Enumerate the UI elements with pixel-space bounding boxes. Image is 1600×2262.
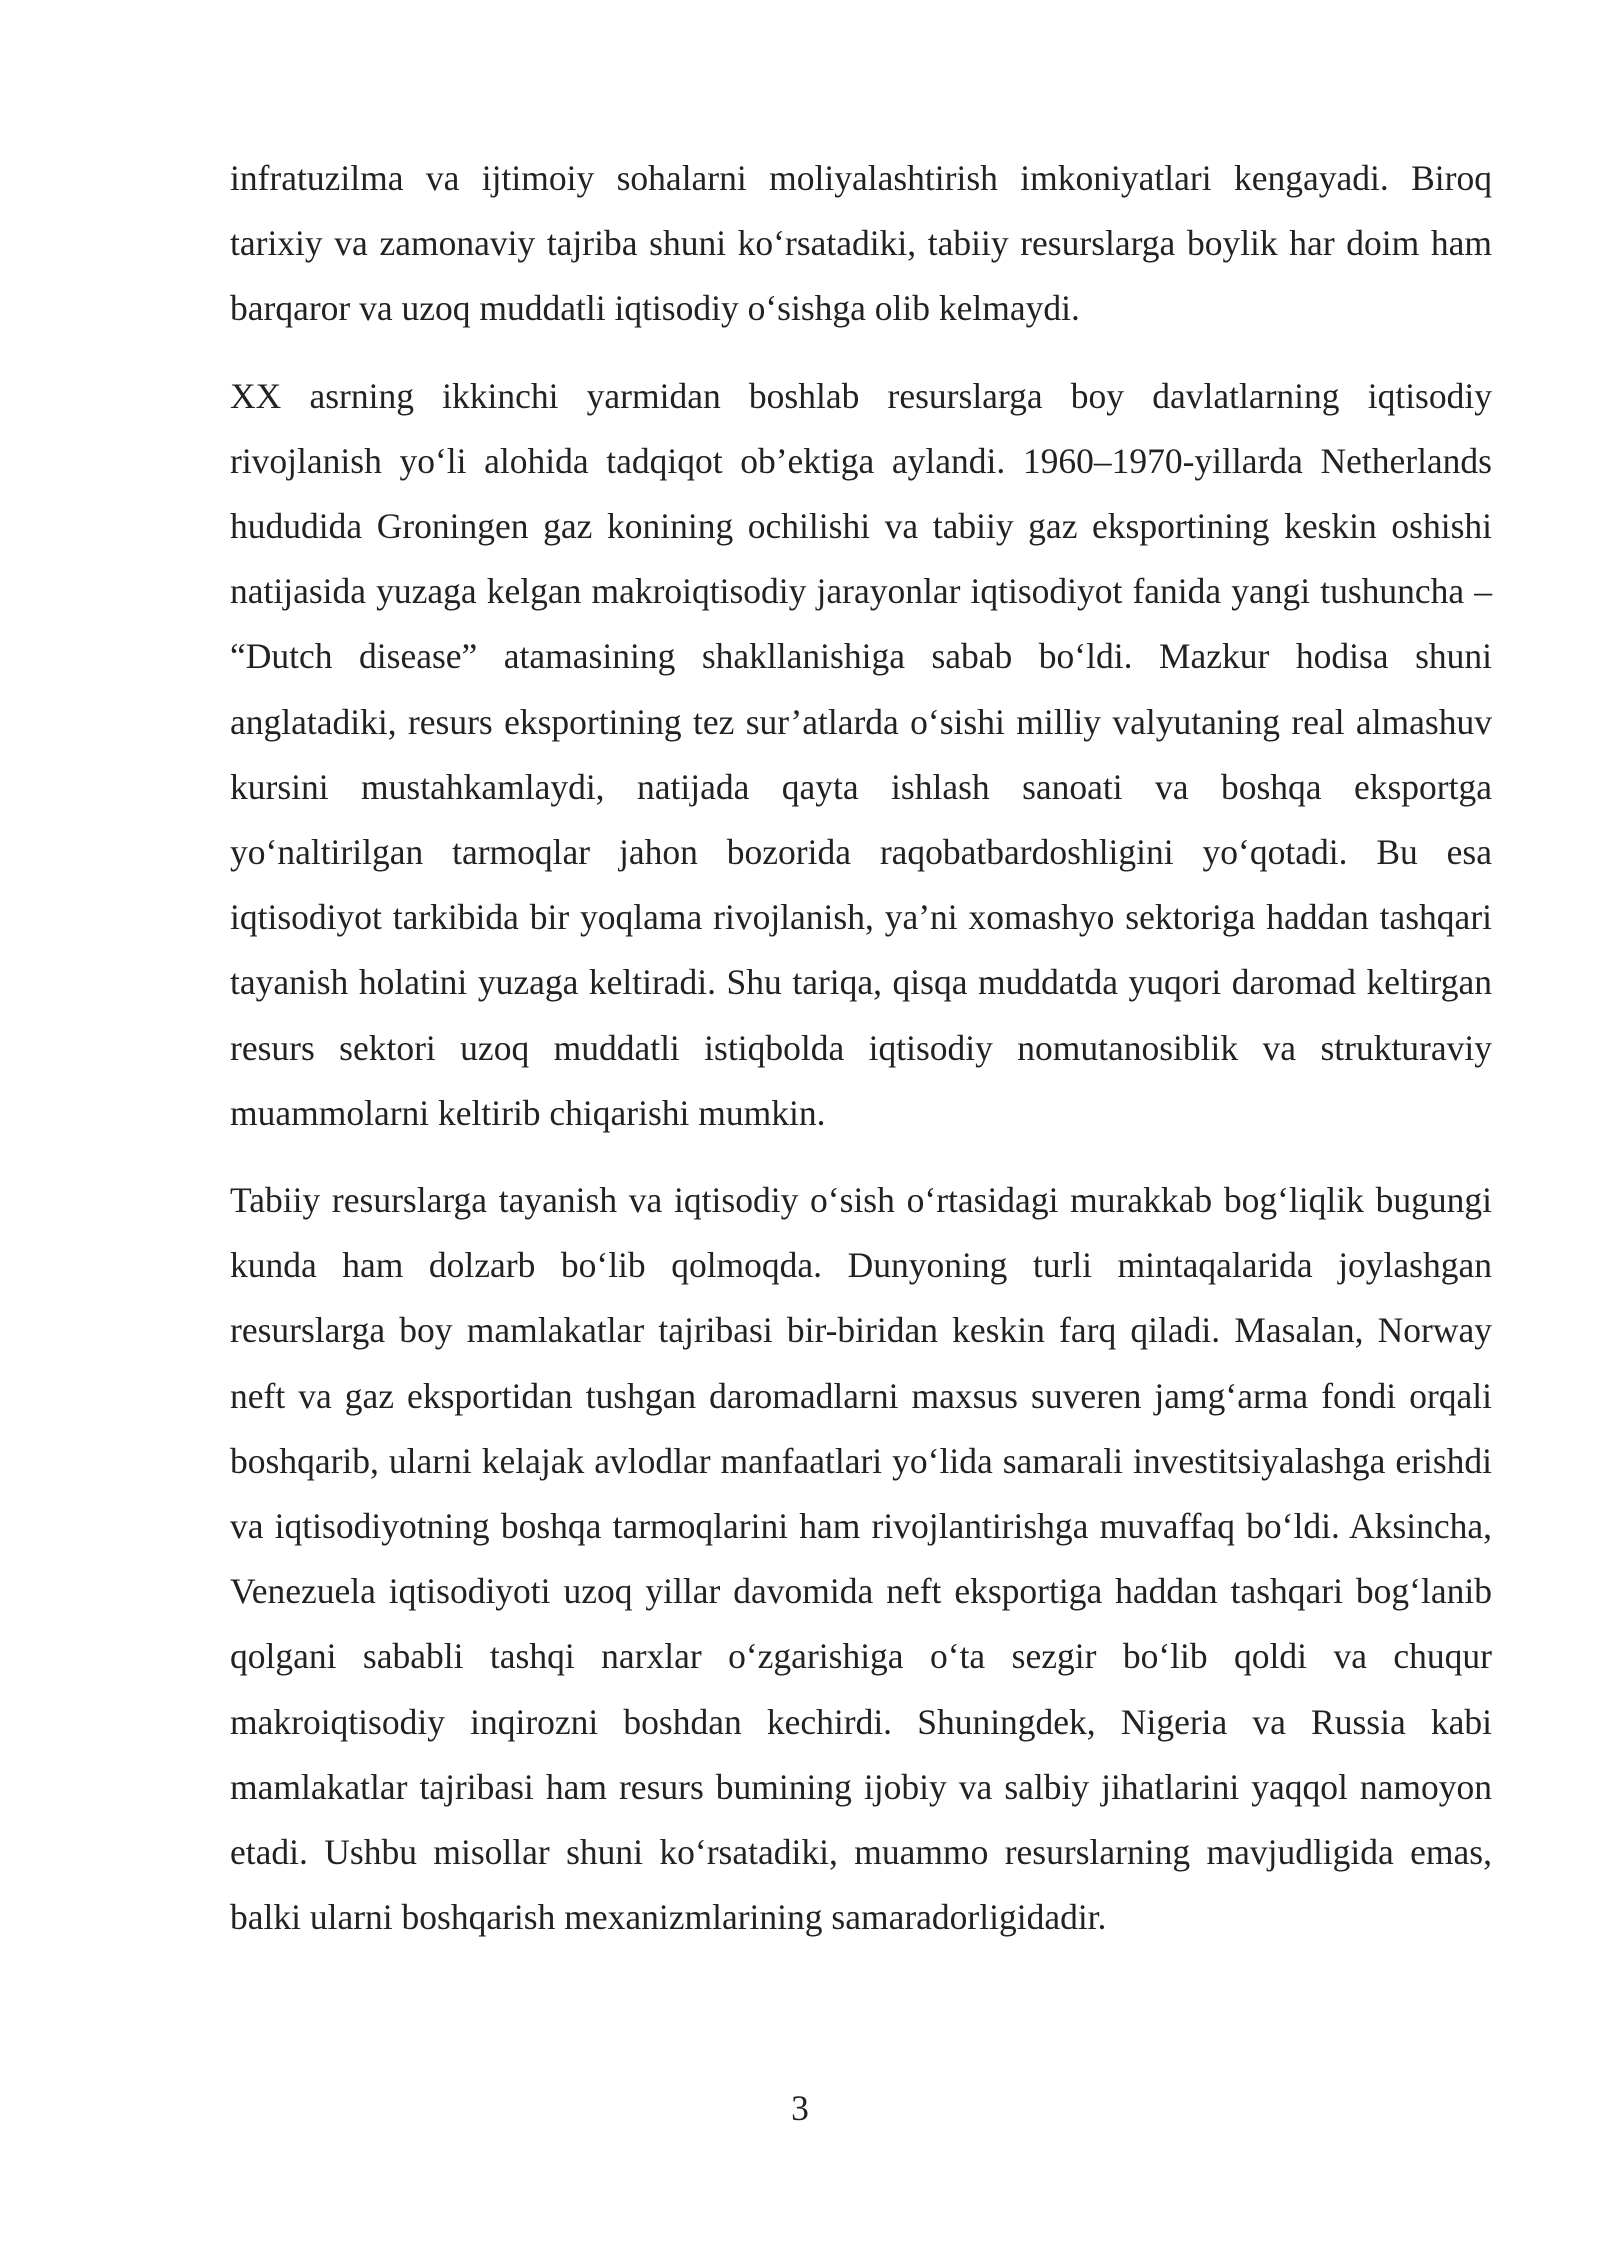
- paragraph-3: Tabiiy resurslarga tayanish va iqtisodiy o‘sish o‘rtasidagi murakkab bog‘liqlik bugungi kunda ham dolzarb bo‘lib qolmoqda. Dunyoning turli mintaqalarida joylashgan resurslarga boy mamlakatlar tajribasi bir-biridan keskin farq qiladi. Masalan, Norway neft va gaz eksportidan tushgan daromadlarni maxsus suveren jamg‘arma fondi orqali boshqarib, ularni kelajak avlodlar manfaatlari yo‘lida samarali investitsiyalashga erishdi va iqtisodiyotning boshqa tarmoqlarini ham rivojlantirishga muvaffaq bo‘ldi. Aksincha, Venezuela iqtisodiyoti uzoq yillar davomida neft eksportiga haddan tashqari bog‘lanib qolgani sababli tashqi narxlar o‘zgarishiga o‘ta sezgir bo‘lib qoldi va chuqur makroiqtisodiy inqirozni boshdan kechirdi. Shuningdek, Nigeria va Russia kabi mamlakatlar tajribasi ham resurs bumining ijobiy va salbiy jihatlarini yaqqol namoyon etadi. Ushbu misollar shuni ko‘rsatadiki, muammo resurslarning mavjudligida emas, balki ularni boshqarish mexanizmlarining samaradorligidadir.: [230, 1180, 1492, 1938]
- document-body: [230, 146, 1492, 1972]
- page-number: 3: [791, 2088, 809, 2128]
- paragraph-1: infratuzilma va ijtimoiy sohalarni moliyalashtirish imkoniyatlari kengayadi. Biroq tarixiy va zamonaviy tajriba shuni ko‘rsatadiki, tabiiy resurslarga boylik har doim ham barqaror va uzoq muddatli iqtisodiy o‘sishga olib kelmaydi.: [230, 158, 1492, 329]
- paragraph-2: XX asrning ikkinchi yarmidan boshlab resurslarga boy davlatlarning iqtisodiy rivojlanish yo‘li alohida tadqiqot ob’ektiga aylandi. 1960–1970-yillarda Netherlands hududida Groningen gaz konining ochilishi va tabiiy gaz eksportining keskin oshishi natijasida yuzaga kelgan makroiqtisodiy jarayonlar iqtisodiyot fanida yangi tushuncha – “Dutch disease” atamasining shakllanishiga sabab bo‘ldi. Mazkur hodisa shuni anglatadiki, resurs eksportining tez sur’atlarda o‘sishi milliy valyutaning real almashuv kursini mustahkamlaydi, natijada qayta ishlash sanoati va boshqa eksportga yo‘naltirilgan tarmoqlar jahon bozorida raqobatbardoshligini yo‘qotadi. Bu esa iqtisodiyot tarkibida bir yoqlama rivojlanish, ya’ni xomashyo sektoriga haddan tashqari tayanish holatini yuzaga keltiradi. Shu tariqa, qisqa muddatda yuqori daromad keltirgan resurs sektori uzoq muddatli istiqbolda iqtisodiy nomutanosiblik va strukturaviy muammolarni keltirib chiqarishi mumkin.: [230, 375, 1492, 1133]
